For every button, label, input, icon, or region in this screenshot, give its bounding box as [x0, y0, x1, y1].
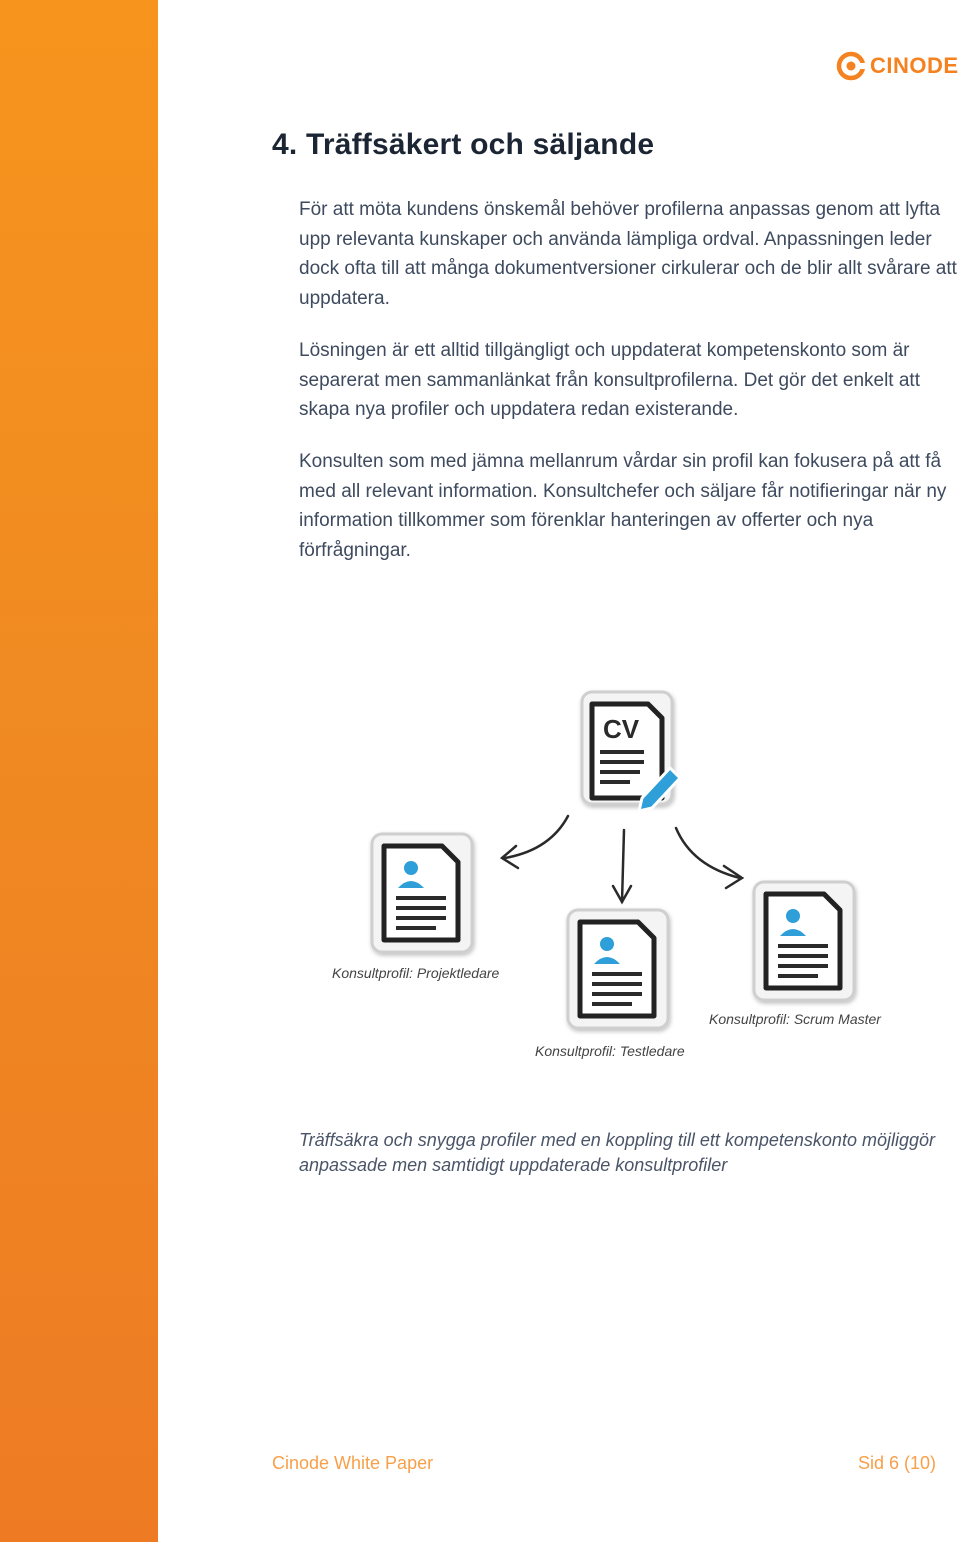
cv-document-icon	[582, 692, 680, 811]
profile-document-icon	[372, 834, 472, 952]
section-heading: 4. Träffsäkert och säljande	[272, 128, 655, 161]
profile-document-icon	[568, 910, 668, 1028]
paragraph-2: Lösningen är ett alltid tillgängligt och uppdaterat kompetenskonto som är separerat men sammanlänkat från konsultprofilerna. Det gör det enkelt att skapa nya profiler och uppdatera redan existerande.	[299, 339, 920, 421]
profile-label-projektledare: Konsultprofil: Projektledare	[332, 965, 500, 981]
paragraph-1: För att möta kundens önskemål behöver profilerna anpassas genom att lyfta upp relevanta kunskaper och använda lämpliga ordval. Anpassningen leder dock ofta till att många dokumentversioner cirkulerar och de blir allt svårare att uppdatera.	[299, 199, 957, 310]
cinode-logo	[836, 50, 959, 82]
cinode-logo-icon	[836, 51, 866, 81]
cinode-logo-text: CINODE	[870, 53, 959, 78]
arrow-down	[622, 830, 624, 902]
arrow-left	[505, 816, 568, 858]
paragraph-3: Konsulten som med jämna mellanrum vårdar sin profil kan fokusera på att få med all relevant information. Konsultchefer och säljare får notifieringar när ny information tillkommer som förenklar hanteringen av offerter och nya förfrågningar.	[299, 450, 947, 562]
profile-diagram	[320, 680, 920, 1080]
profile-label-testledare: Konsultprofil: Testledare	[535, 1043, 685, 1059]
body-text	[299, 195, 959, 588]
profile-label-scrum-master: Konsultprofil: Scrum Master	[709, 1011, 881, 1027]
footer-title: Cinode White Paper	[272, 1453, 434, 1473]
cv-label: CV	[603, 714, 640, 744]
figure-caption: Träffsäkra och snygga profiler med en koppling till ett kompetenskonto möjliggör anpassade men samtidigt uppdaterade konsultprofiler	[299, 1130, 935, 1175]
profile-document-icon	[754, 882, 854, 1000]
arrows	[502, 816, 742, 902]
orange-side-band	[0, 0, 158, 1542]
page-number: Sid 6 (10)	[857, 1453, 936, 1473]
